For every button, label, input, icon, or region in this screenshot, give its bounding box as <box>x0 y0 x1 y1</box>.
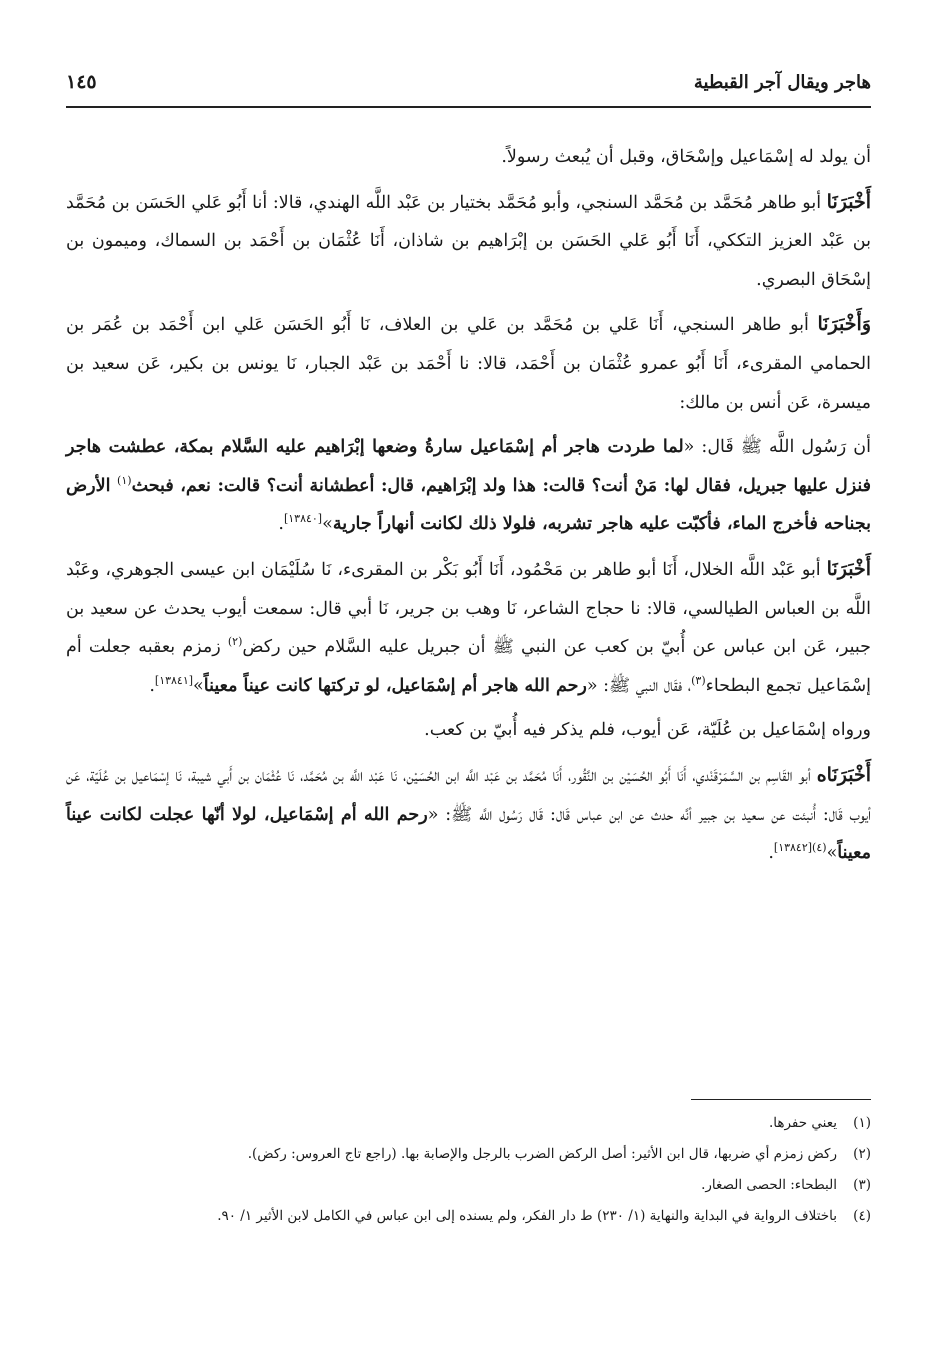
footnote-separator <box>691 1099 871 1100</box>
paragraph <box>66 138 871 177</box>
narration-text: أن رَسُول اللَّه ﷺ قَال: « <box>683 437 872 458</box>
narration-text: » <box>322 514 333 535</box>
reference-marker: (٤) <box>812 841 827 855</box>
narration-text: أبو طاهر مُحَمَّد بن مُحَمَّد السنجي، وأبو مُحَمَّد بختيار بن عَبْد اللَّه الهندي، قالا: أنا أَبُو عَلي الحَسَن بن مُحَمَّد بن عَبْد العزيز التككي، أَنَا أَبُو عَلي الحَسَن بن إبْرَاهيم بن شاذان، أَنَا عُثْمَان بن أَحْمَد بن السماك، وميمون بن إسْحَاق البصري. <box>66 192 871 290</box>
hadith-text: الأرض بجناحه فأخرج الماء، فأكبّت عليه هاجر تشربه، فلولا ذلك لكانت أنهاراً جارية <box>66 475 871 535</box>
hadith-text: رحم الله أم إسْمَاعيل، لولا أنّها عجلت لكانت عيناً معيناً <box>66 804 871 864</box>
narration-text: . <box>149 675 155 696</box>
narration-text: أن يولد له إسْمَاعيل وإسْحَاق، وقبل أن يُبعث رسولاً. <box>501 147 871 167</box>
narration-text: » <box>826 843 838 864</box>
chain-lead-word: أَخْبَرَنَاه <box>816 763 871 786</box>
reference-marker: (٣) <box>691 673 706 687</box>
narration-text: أبو القَاسِم بن السَّمَرْقَنْدي، أَنَا أَبُو الحُسَيْن بن النَّقُور، أَنَا مُحَمَّد بن عَبْد اللَّه ابن الحُسَيْن، نَا عَبْد اللَّه بن مُحَمَّد، نَا عُثْمَان بن أَبي شيبة، نَا إسْمَاعيل بن عُلَيّة، عَن أيوب قَال: أُنبئت عن سعيد بن جبير أنَّه حدث عن ابن عباس قَال: قَال رَسُول اللَّه ﷺ: « <box>66 765 871 825</box>
footnote-text: باختلاف الرواية في البداية والنهاية (١/ ٢٣٠) ط دار الفكر، ولم يسنده إلى ابن عباس في الكامل لابن الأثير ١/ ٩٠. <box>217 1208 837 1224</box>
footnote-number: (١) <box>853 1115 871 1131</box>
footnote-text: ركض زمزم أي ضربها، قال ابن الأثير: أصل الركض الضرب بالرجل والإصابة بها. (راجع تاج العروس: ركض). <box>247 1146 837 1162</box>
page-header <box>66 62 871 102</box>
narration-text: . <box>278 514 284 535</box>
page-number: ١٤٥ <box>66 71 97 93</box>
header-rule <box>66 106 871 108</box>
reference-marker: [١٣٨٤١] <box>154 673 194 687</box>
reference-marker: [١٣٨٤٠] <box>283 512 323 526</box>
footnote-number: (٤) <box>853 1208 871 1224</box>
running-title: هاجر ويقال آجر القبطية <box>693 71 871 93</box>
paragraph <box>66 183 871 300</box>
footnotes <box>66 1110 871 1234</box>
reference-marker: [١٣٨٤٢] <box>773 841 813 855</box>
footnote-number: (٢) <box>853 1146 871 1162</box>
paragraph <box>66 550 871 705</box>
footnote-text: يعني حفرها. <box>768 1115 837 1131</box>
paragraph <box>66 305 871 422</box>
footnote <box>66 1110 871 1137</box>
paragraph <box>66 711 871 750</box>
footnote-number: (٣) <box>853 1177 871 1193</box>
reference-marker: (١) <box>117 473 132 487</box>
narration-text: زمزم بعقبه جعلت أم إسْمَاعيل تجمع البطحاء <box>66 637 871 696</box>
chain-lead-word: أَخْبَرَنَا <box>826 190 871 213</box>
chain-lead-word: أَخْبَرَنَا <box>826 557 871 580</box>
hadith-text: لما طردت هاجر أم إسْمَاعيل سارةُ وضعها إبْرَاهيم عليه السَّلام بمكة، عطشت هاجر فنزل عليها جبريل، فقال لها: مَنْ أنت؟ قالت: هذا ولد إبْرَاهيم، قال: أعطشانة أنت؟ قالت: نعم، فبحث <box>66 437 872 496</box>
narration-text: ورواه إسْمَاعيل بن عُلَيّة، عَن أيوب، فلم يذكر فيه أُبيّ بن كعب. <box>424 720 871 741</box>
footnote <box>66 1203 871 1230</box>
main-text <box>66 138 871 879</box>
footnote <box>66 1141 871 1168</box>
narration-text: » <box>193 675 204 696</box>
narration-text: ، فقَال النبي ﷺ: « <box>586 675 692 696</box>
paragraph <box>66 428 871 544</box>
paragraph <box>66 756 871 873</box>
reference-marker: (٢) <box>227 635 243 649</box>
chain-lead-word: وَأَخْبَرَنَا <box>817 313 871 336</box>
footnote-text: البطحاء: الحصى الصغار. <box>701 1177 837 1193</box>
hadith-text: رحم الله هاجر أم إسْمَاعيل، لو تركتها كانت عيناً معيناً <box>203 675 587 696</box>
footnote <box>66 1172 871 1199</box>
narration-text: . <box>768 843 774 864</box>
narration-text: أبو عَبْد اللَّه الخلال، أَنَا أبو طاهر بن مَحْمُود، أَنَا أَبُو بَكْر بن المقرىء، نَا سُلَيْمَان ابن عيسى الجوهري، وعَبْد اللَّه بن العباس الطيالسي، قالا: نا حجاج الشاعر، نَا وهب بن جرير، نَا أبي قال: سمعت أيوب يحدث عن سعيد بن جبير، عَن ابن عباس عن أُبيّ بن كعب عن النبي ﷺ أن جبريل عليه السَّلام حين ركض <box>66 559 871 658</box>
narration-text: أبو طاهر السنجي، أَنَا عَلي بن مُحَمَّد بن عَلي بن العلاف، نَا أَبُو الحَسَن عَلي ابن أَحْمَد بن عُمَر بن الحمامي المقرىء، أَنَا أَبُو عمرو عُثْمَان بن أَحْمَد، قالا: نا أَحْمَد بن عَبْد الجبار، نَا يونس بن بكير، عَن سعيد بن ميسرة، عَن أنس بن مالك: <box>66 315 871 413</box>
